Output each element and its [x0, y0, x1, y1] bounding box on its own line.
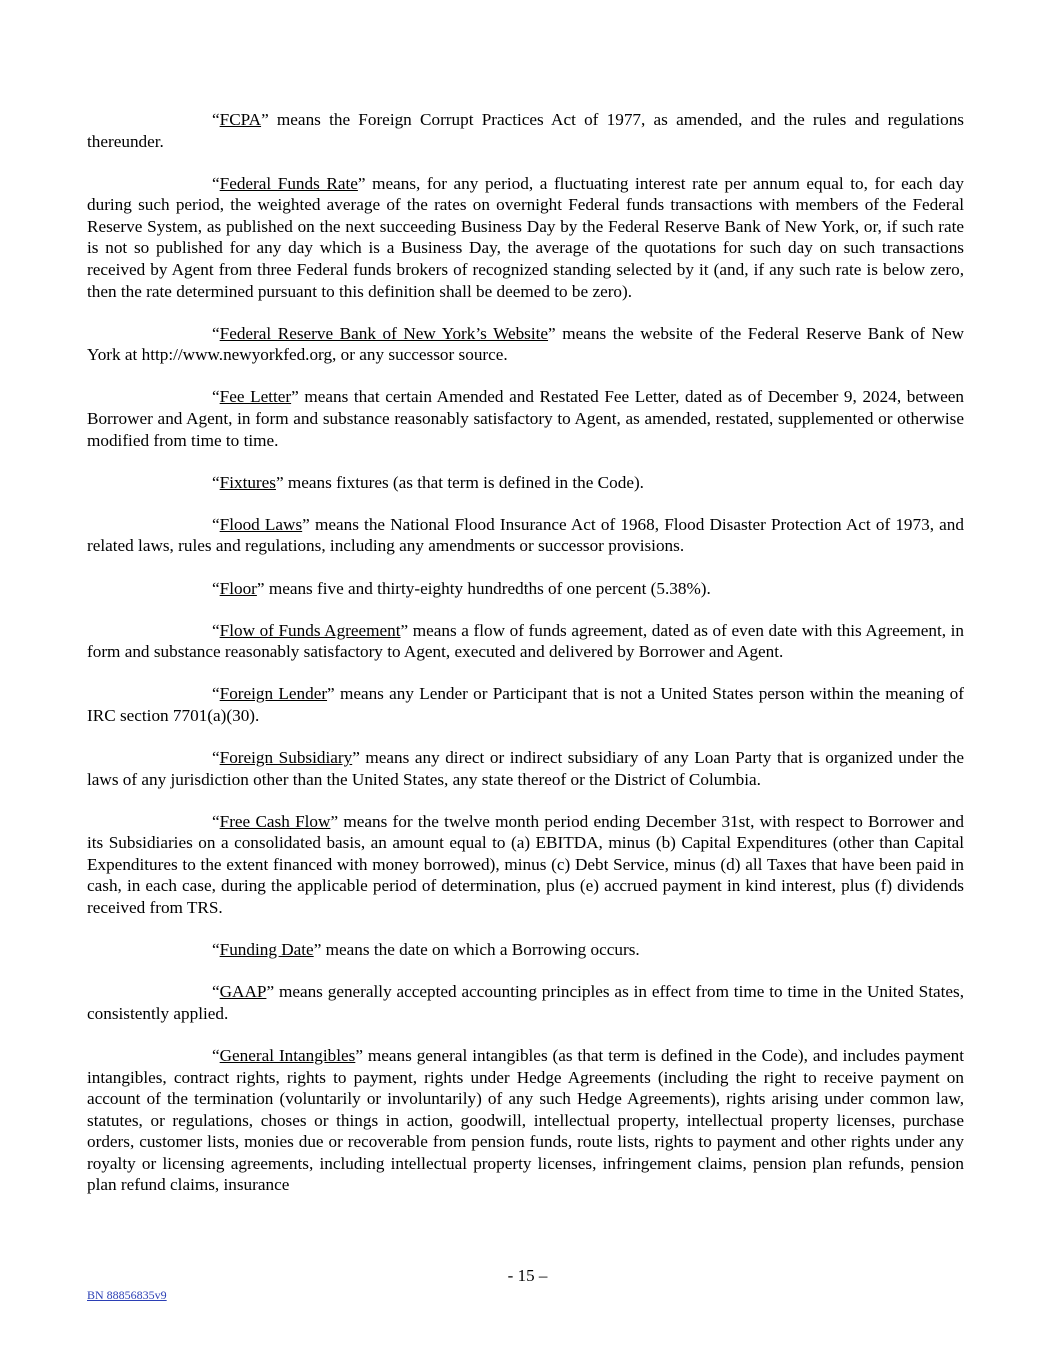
defined-term: Flood Laws: [219, 514, 303, 534]
definition-text: means the Foreign Corrupt Practices Act of 1977, as amended, and the rules and regulations thereunder.: [87, 110, 964, 151]
document-id-link[interactable]: BN 88856835v9: [87, 1288, 167, 1302]
defined-term: GAAP: [219, 982, 267, 1002]
defined-term: Free Cash Flow: [219, 811, 331, 831]
defined-term: Federal Funds Rate: [219, 173, 358, 193]
definition-foreign-subsidiary: “Foreign Subsidiary” means any direct or indirect subsidiary of any Loan Party that is organized under the laws of any jurisdiction other than the United States, any state thereof or the District of Columbia.: [87, 747, 964, 789]
definition-gaap: “GAAP” means generally accepted accounting principles as in effect from time to time in the United States, consistently applied.: [87, 982, 964, 1023]
definition-text: means general intangibles (as that term is defined in the Code), and includes payment intangibles, contract rights, rights to payment, rights under Hedge Agreements (including the right to receive payment on account of the termination (voluntarily or involuntarily) of any such Hedge Agreements), rights arising under common law, statutes, or regulations, choses or things in action, goodwill, intellectual property, intellectual property licenses, purchase orders, customer lists, monies due or recoverable from pension funds, route lists, rights to payment and other rights under any royalty or licensing agreements, including intellectual property licenses, infringement claims, pension plan refunds, pension plan refund claims, insurance: [87, 1045, 964, 1195]
definition-general-intangibles: “General Intangibles” means general intangibles (as that term is defined in the Code), and includes payment intangibles, contract rights, rights to payment, rights under Hedge Agreements (including the right to receive payment on account of the termination (voluntarily or involuntarily) of any such Hedge Agreements), rights arising under common law, statutes, or regulations, choses or things in action, goodwill, intellectual property, intellectual property licenses, purchase orders, customer lists, monies due or recoverable from pension funds, route lists, rights to payment and other rights under any royalty or licensing agreements, including intellectual property licenses, infringement claims, pension plan refunds, pension plan refund claims, insurance: [87, 1045, 964, 1195]
definition-text: means for the twelve month period ending December 31st, with respect to Borrower and its Subsidiaries on a consolidated basis, an amount equal to (a) EBITDA, minus (b) Capital Expenditures (other than Capital Expenditures to the extent financed with money borrowed), minus (c) Debt Service, minus (d) all Taxes that have been paid in cash, in each case, during the applicable period of determination, plus (e) accrued payment in kind interest, plus (f) dividends received from TRS.: [87, 811, 964, 918]
definition-text: means the date on which a Borrowing occurs.: [321, 940, 640, 960]
definition-foreign-lender: “Foreign Lender” means any Lender or Participant that is not a United States person within the meaning of IRC section 7701(a)(30).: [87, 684, 964, 725]
defined-term: Foreign Lender: [219, 684, 328, 704]
definition-text: means that certain Amended and Restated Fee Letter, dated as of December 9, 2024, between Borrower and Agent, in form and substance reasonably satisfactory to Agent, as amended, restated, supplemented or otherwise modified from time to time.: [87, 387, 964, 450]
definition-fee-letter: “Fee Letter” means that certain Amended and Restated Fee Letter, dated as of December 9, 2024, between Borrower and Agent, in form and substance reasonably satisfactory to Agent, as amended, restated, supplemented or otherwise modified from time to time.: [87, 387, 964, 450]
definition-federal-funds-rate: “Federal Funds Rate” means, for any period, a fluctuating interest rate per annum equal to, for each day during such period, the weighted average of the rates on overnight Federal funds transactions with members of the Federal Reserve System, as published on the next succeeding Business Day by the Federal Reserve Bank of New York, or, if such rate is not so published for any day which is a Business Day, the average of the quotations for such day on such transactions received by Agent from three Federal funds brokers of recognized standing selected by it (and, if any such rate is below zero, then the rate determined pursuant to this definition shall be deemed to be zero).: [87, 173, 964, 301]
page-number: - 15 –: [507, 1266, 548, 1285]
definition-fixtures: “Fixtures” means fixtures (as that term is defined in the Code).: [212, 472, 644, 492]
definition-text: means fixtures (as that term is defined in the Code).: [283, 472, 644, 492]
definition-text: means any Lender or Participant that is not a United States person within the meaning of IRC section 7701(a)(30).: [87, 684, 964, 725]
definition-text: means generally accepted accounting principles as in effect from time to time in the United States, consistently applied.: [87, 982, 964, 1023]
defined-term: Federal Reserve Bank of New York’s Website: [219, 323, 549, 343]
definition-flow-of-funds: “Flow of Funds Agreement” means a flow of funds agreement, dated as of even date with this Agreement, in form and substance reasonably satisfactory to Agent, executed and delivered by Borrower and Agent.: [87, 620, 965, 662]
definition-text: means five and thirty-eighty hundredths of one percent (5.38%).: [264, 578, 711, 598]
definition-text: means the National Flood Insurance Act of 1968, Flood Disaster Protection Act of 1973, and related laws, rules and regulations, including any amendments or successor provisions.: [87, 514, 964, 556]
definition-frbny-website: “Federal Reserve Bank of New York’s Website” means the website of the Federal Reserve Bank of New York at http://www.newyorkfed.org, or any successor source.: [87, 323, 964, 365]
definition-funding-date: “Funding Date” means the date on which a Borrowing occurs.: [212, 940, 640, 960]
definition-text: means a flow of funds agreement, dated as of even date with this Agreement, in form and substance reasonably satisfactory to Agent, executed and delivered by Borrower and Agent.: [87, 620, 965, 662]
definition-fcpa: “FCPA” means the Foreign Corrupt Practices Act of 1977, as amended, and the rules and regulations thereunder.: [87, 110, 964, 151]
definition-free-cash-flow: “Free Cash Flow” means for the twelve month period ending December 31st, with respect to Borrower and its Subsidiaries on a consolidated basis, an amount equal to (a) EBITDA, minus (b) Capital Expenditures (other than Capital Expenditures to the extent financed with money borrowed), minus (c) Debt Service, minus (d) all Taxes that have been paid in cash, in each case, during the applicable period of determination, plus (e) accrued payment in kind interest, plus (f) dividends received from TRS.: [87, 811, 964, 918]
definition-floor: “Floor” means five and thirty-eighty hundredths of one percent (5.38%).: [212, 578, 711, 598]
defined-term: Fee Letter: [219, 387, 292, 407]
defined-term: Floor: [219, 578, 257, 598]
defined-term: Funding Date: [219, 940, 314, 960]
definition-text: means the website of the Federal Reserve Bank of New York at http://www.newyorkfed.org, or any successor source.: [87, 323, 964, 365]
definition-text: means, for any period, a fluctuating interest rate per annum equal to, for each day during such period, the weighted average of the rates on overnight Federal funds transactions with members of the Federal Reserve System, as published on the next succeeding Business Day by the Federal Reserve Bank of New York, or, if such rate is not so published for any day which is a Business Day, the average of the quotations for such day on such transactions received by Agent from three Federal funds brokers of recognized standing selected by it (and, if any such rate is below zero, then the rate determined pursuant to this definition shall be deemed to be zero).: [87, 173, 964, 301]
defined-term: FCPA: [219, 110, 262, 129]
defined-term: Flow of Funds Agreement: [219, 620, 401, 640]
defined-term: Foreign Subsidiary: [219, 747, 353, 767]
definition-text: means any direct or indirect subsidiary of any Loan Party that is organized under the laws of any jurisdiction other than the United States, any state thereof or the District of Columbia.: [87, 747, 964, 789]
defined-term: General Intangibles: [219, 1045, 356, 1065]
definition-flood-laws: “Flood Laws” means the National Flood Insurance Act of 1968, Flood Disaster Protection Act of 1973, and related laws, rules and regulations, including any amendments or successor provisions.: [87, 514, 964, 556]
defined-term: Fixtures: [219, 472, 276, 492]
definitions-list: [87, 109, 964, 1217]
